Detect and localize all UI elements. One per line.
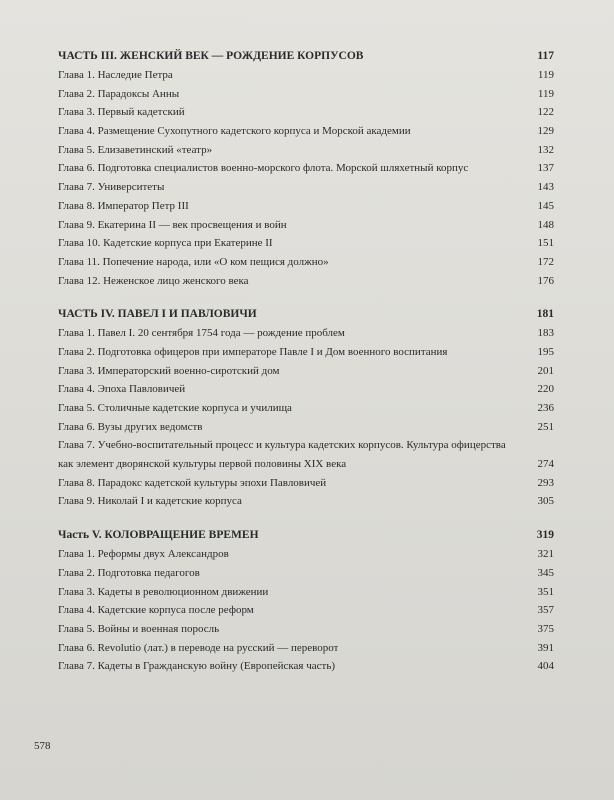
toc-entry — [58, 436, 554, 473]
chapter-page: 404 — [537, 660, 554, 673]
toc-entry — [58, 85, 554, 104]
chapter-title: Глава 3. Первый кадетский — [58, 106, 185, 119]
chapter-title: Глава 4. Размещение Сухопутного кадетского корпуса и Морской академии — [58, 125, 411, 138]
toc-entry — [58, 234, 554, 253]
chapter-page: 274 — [537, 458, 554, 471]
chapter-title: Глава 5. Столичные кадетские корпуса и училища — [58, 402, 292, 414]
chapter-title: Глава 2. Подготовка офицеров при императоре Павле I и Дом военного воспитания — [58, 345, 448, 358]
chapter-title: Глава 2. Парадоксы Анны — [58, 87, 180, 100]
part-4 — [58, 304, 554, 511]
toc-entry — [58, 122, 554, 141]
chapter-title: Глава 8. Парадокс кадетской культуры эпохи Павловичей — [58, 476, 327, 489]
toc-entry — [58, 492, 554, 511]
toc-entry — [58, 343, 554, 362]
chapter-title: Глава 4. Кадетские корпуса после реформ — [58, 604, 254, 617]
chapter-page: 357 — [537, 604, 554, 617]
chapter-page: 251 — [537, 420, 554, 433]
toc-entry — [58, 380, 554, 399]
toc-entry — [58, 583, 554, 602]
part-page: 319 — [536, 529, 554, 542]
chapter-page: 305 — [537, 495, 554, 508]
chapter-page: 375 — [537, 622, 554, 635]
chapter-page: 151 — [537, 237, 554, 250]
chapter-title: Глава 11. Попечение народа, или «О ком пещися должно» — [58, 255, 329, 268]
chapter-page: 172 — [537, 255, 554, 268]
table-of-contents — [58, 46, 554, 676]
chapter-page: 351 — [537, 585, 554, 598]
toc-entry — [58, 159, 554, 178]
toc-entry — [58, 639, 554, 658]
chapter-title: Глава 3. Императорский военно-сиротский дом — [58, 364, 280, 377]
chapter-title: Глава 6. Revolutio (лат.) в переводе на русский — переворот — [58, 641, 339, 654]
chapter-page: 183 — [537, 327, 554, 340]
chapter-title: Глава 7. Учебно-воспитательный процесс и культура кадетских корпусов. Культура офицерства — [58, 439, 506, 452]
part-page: 117 — [537, 50, 554, 62]
chapter-page: 176 — [537, 274, 554, 287]
chapter-page: 293 — [537, 476, 554, 489]
chapter-title: Глава 6. Вузы других ведомств — [58, 420, 203, 433]
chapter-title: Глава 1. Реформы двух Александров — [58, 548, 229, 561]
chapter-title: Глава 9. Екатерина II — век просвещения и войн — [58, 218, 287, 231]
part-title: ЧАСТЬ III. ЖЕНСКИЙ ВЕК — РОЖДЕНИЕ КОРПУСОВ — [58, 50, 364, 62]
toc-entry — [58, 66, 554, 85]
chapter-title: Глава 7. Университеты — [58, 181, 165, 194]
chapter-title: Глава 1. Павел I. 20 сентября 1754 года — рождение проблем — [58, 327, 345, 340]
chapter-title: Глава 9. Николай I и кадетские корпуса — [58, 495, 242, 508]
part-title: Часть V. КОЛОВРАЩЕНИЕ ВРЕМЕН — [58, 529, 259, 542]
chapter-title: Глава 2. Подготовка педагогов — [58, 566, 200, 579]
toc-entry — [58, 362, 554, 381]
chapter-title-line2: как элемент дворянской культуры первой половины XIX века — [58, 458, 347, 471]
chapter-page: 201 — [537, 364, 554, 377]
chapter-page: 391 — [537, 641, 554, 654]
chapter-title: Глава 7. Кадеты в Гражданскую войну (Европейская часть) — [58, 660, 335, 673]
chapter-page: 143 — [537, 181, 554, 194]
toc-entry — [58, 545, 554, 564]
toc-entry — [58, 253, 554, 272]
chapter-title: Глава 12. Неженское лицо женского века — [58, 274, 249, 287]
chapter-page: 148 — [537, 218, 554, 231]
chapter-page: 137 — [537, 162, 554, 175]
chapter-title: Глава 8. Император Петр III — [58, 199, 189, 212]
toc-entry — [58, 178, 554, 197]
chapter-page: 236 — [537, 402, 554, 414]
chapter-title: Глава 1. Наследие Петра — [58, 69, 173, 81]
chapter-title-continued — [58, 455, 554, 474]
toc-entry — [58, 564, 554, 583]
chapter-page: 345 — [537, 566, 554, 579]
chapter-page: 132 — [537, 143, 554, 156]
part-heading — [58, 46, 554, 66]
toc-entry — [58, 601, 554, 620]
chapter-title: Глава 3. Кадеты в революционном движении — [58, 585, 269, 598]
chapter-title: Глава 4. Эпоха Павловичей — [58, 383, 186, 396]
chapter-page: 122 — [537, 106, 554, 119]
chapter-title: Глава 5. Войны и военная поросль — [58, 622, 220, 635]
toc-entry — [58, 620, 554, 639]
chapter-title: Глава 10. Кадетские корпуса при Екатерине II — [58, 237, 273, 250]
toc-entry — [58, 216, 554, 235]
chapter-title: Глава 6. Подготовка специалистов военно-морского флота. Морской шляхетный корпус — [58, 162, 469, 175]
toc-entry — [58, 197, 554, 216]
chapter-page: 119 — [537, 69, 554, 81]
part-heading — [58, 525, 554, 545]
toc-entry — [58, 418, 554, 437]
chapter-page: 220 — [537, 383, 554, 396]
chapter-page: 195 — [537, 345, 554, 358]
part-page: 181 — [536, 308, 554, 321]
chapter-title: Глава 5. Елизаветинский «театр» — [58, 143, 213, 156]
part-5 — [58, 525, 554, 676]
toc-entry — [58, 474, 554, 493]
part-3 — [58, 46, 554, 290]
chapter-page: 321 — [537, 548, 554, 561]
toc-entry — [58, 103, 554, 122]
chapter-page: 119 — [537, 87, 554, 100]
toc-entry — [58, 399, 554, 418]
part-title: ЧАСТЬ IV. ПАВЕЛ I И ПАВЛОВИЧИ — [58, 308, 257, 321]
toc-entry — [58, 324, 554, 343]
toc-entry — [58, 657, 554, 676]
chapter-page: 145 — [537, 199, 554, 212]
toc-entry — [58, 272, 554, 291]
toc-entry — [58, 141, 554, 160]
chapter-page: 129 — [537, 125, 554, 138]
part-heading — [58, 304, 554, 324]
page-number: 578 — [34, 740, 51, 752]
